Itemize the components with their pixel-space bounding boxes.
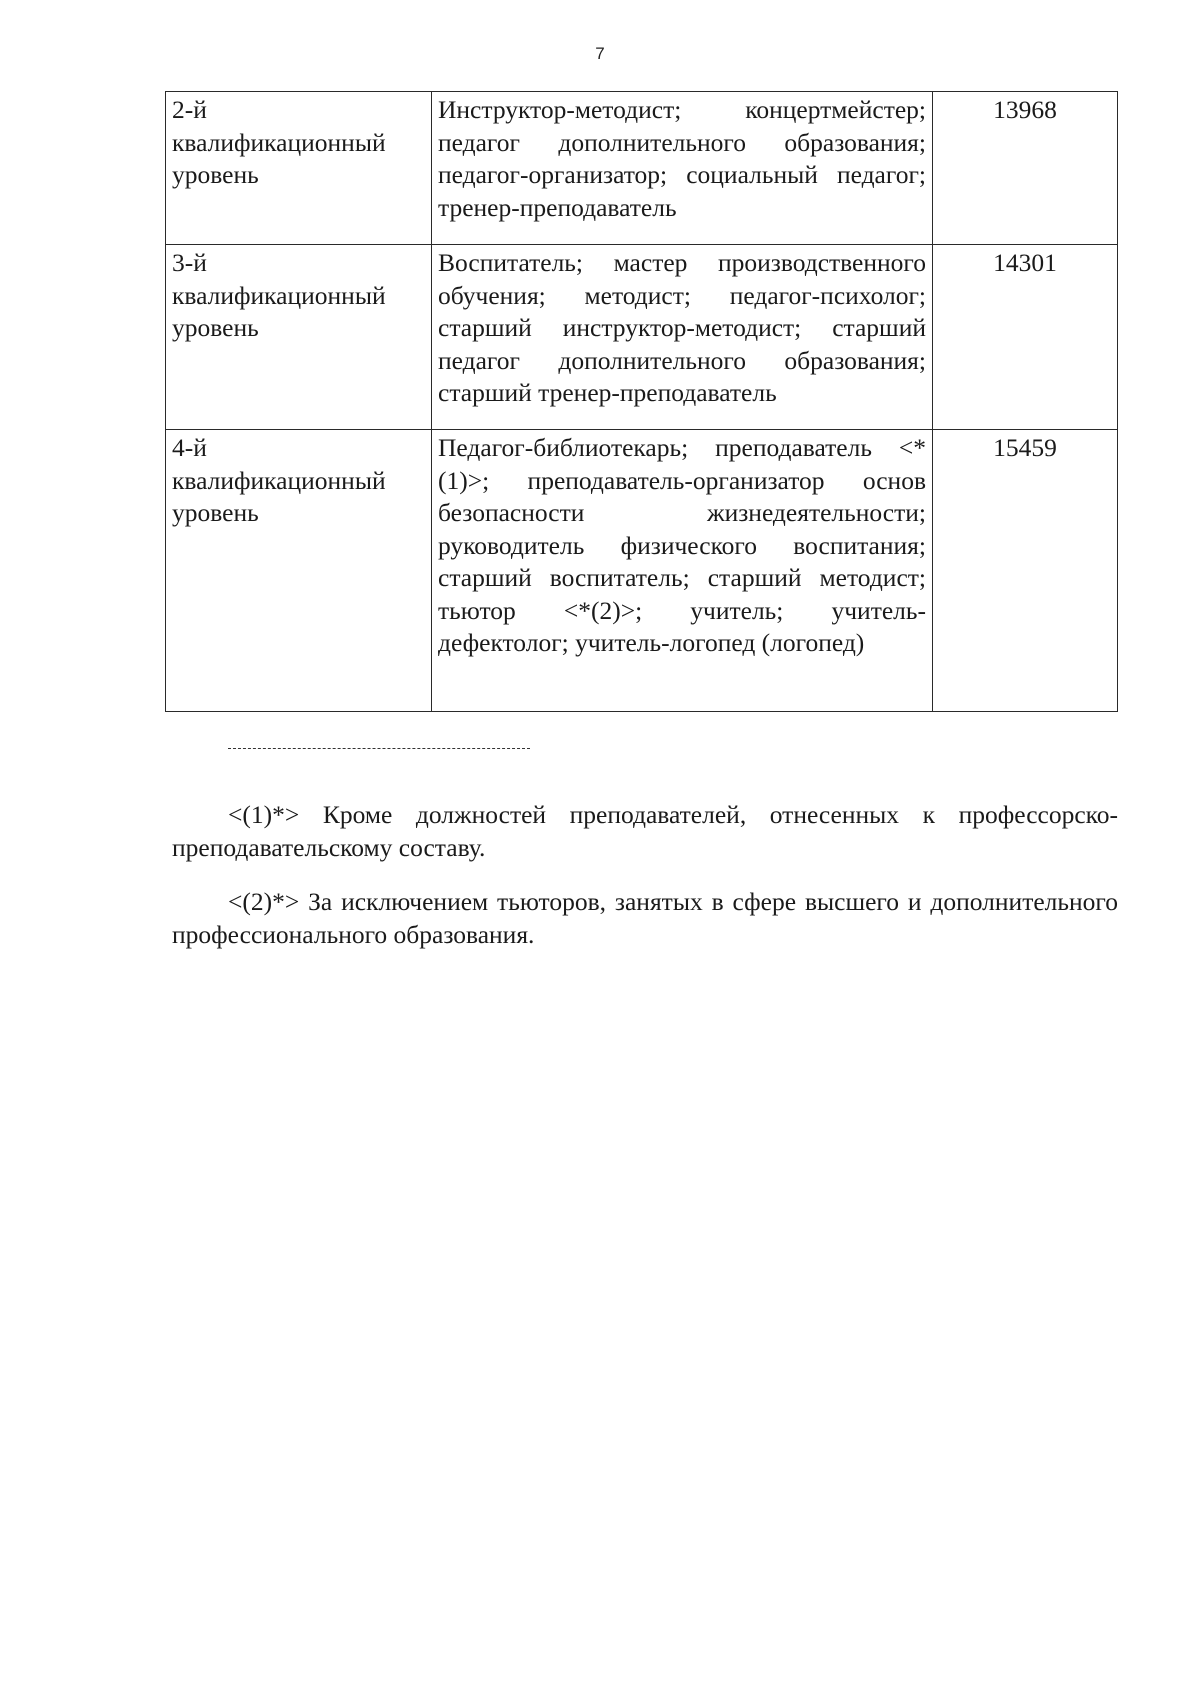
qualification-level-cell: 2-й квалификационный уровень [166,92,432,245]
qualification-level-cell: 3-й квалификационный уровень [166,245,432,430]
footnote-1: <(1)*> Кроме должностей преподавателей, отнесенных к профессорско-преподавательскому составу. [172,800,1118,862]
salary-cell: 15459 [933,430,1118,712]
table-row [166,245,1118,430]
footnote-separator [228,748,530,749]
salary-cell: 14301 [933,245,1118,430]
table-row [166,430,1118,712]
salary-cell: 13968 [933,92,1118,245]
qualification-level-cell: 4-й квалификационный уровень [166,430,432,712]
positions-cell: Инструктор-методист; концертмейстер; педагог дополнительного образования; педагог-организатор; социальный педагог; тренер-преподаватель [432,92,933,245]
qualification-levels-table [165,91,1118,712]
footnote-2: <(2)*> За исключением тьюторов, занятых в сфере высшего и дополнительного профессионального образования. [172,887,1118,949]
positions-cell: Воспитатель; мастер производственного обучения; методист; педагог-психолог; старший инструктор-методист; старший педагог дополнительного образования; старший тренер-преподаватель [432,245,933,430]
positions-cell: Педагог-библиотекарь; преподаватель <*(1)>; преподаватель-организатор основ безопасности жизнедеятельности; руководитель физического воспитания; старший воспитатель; старший методист; тьютор <*(2)>; учитель; учитель-дефектолог; учитель-логопед (логопед) [432,430,933,712]
table-row [166,92,1118,245]
page-number: 7 [595,44,605,63]
